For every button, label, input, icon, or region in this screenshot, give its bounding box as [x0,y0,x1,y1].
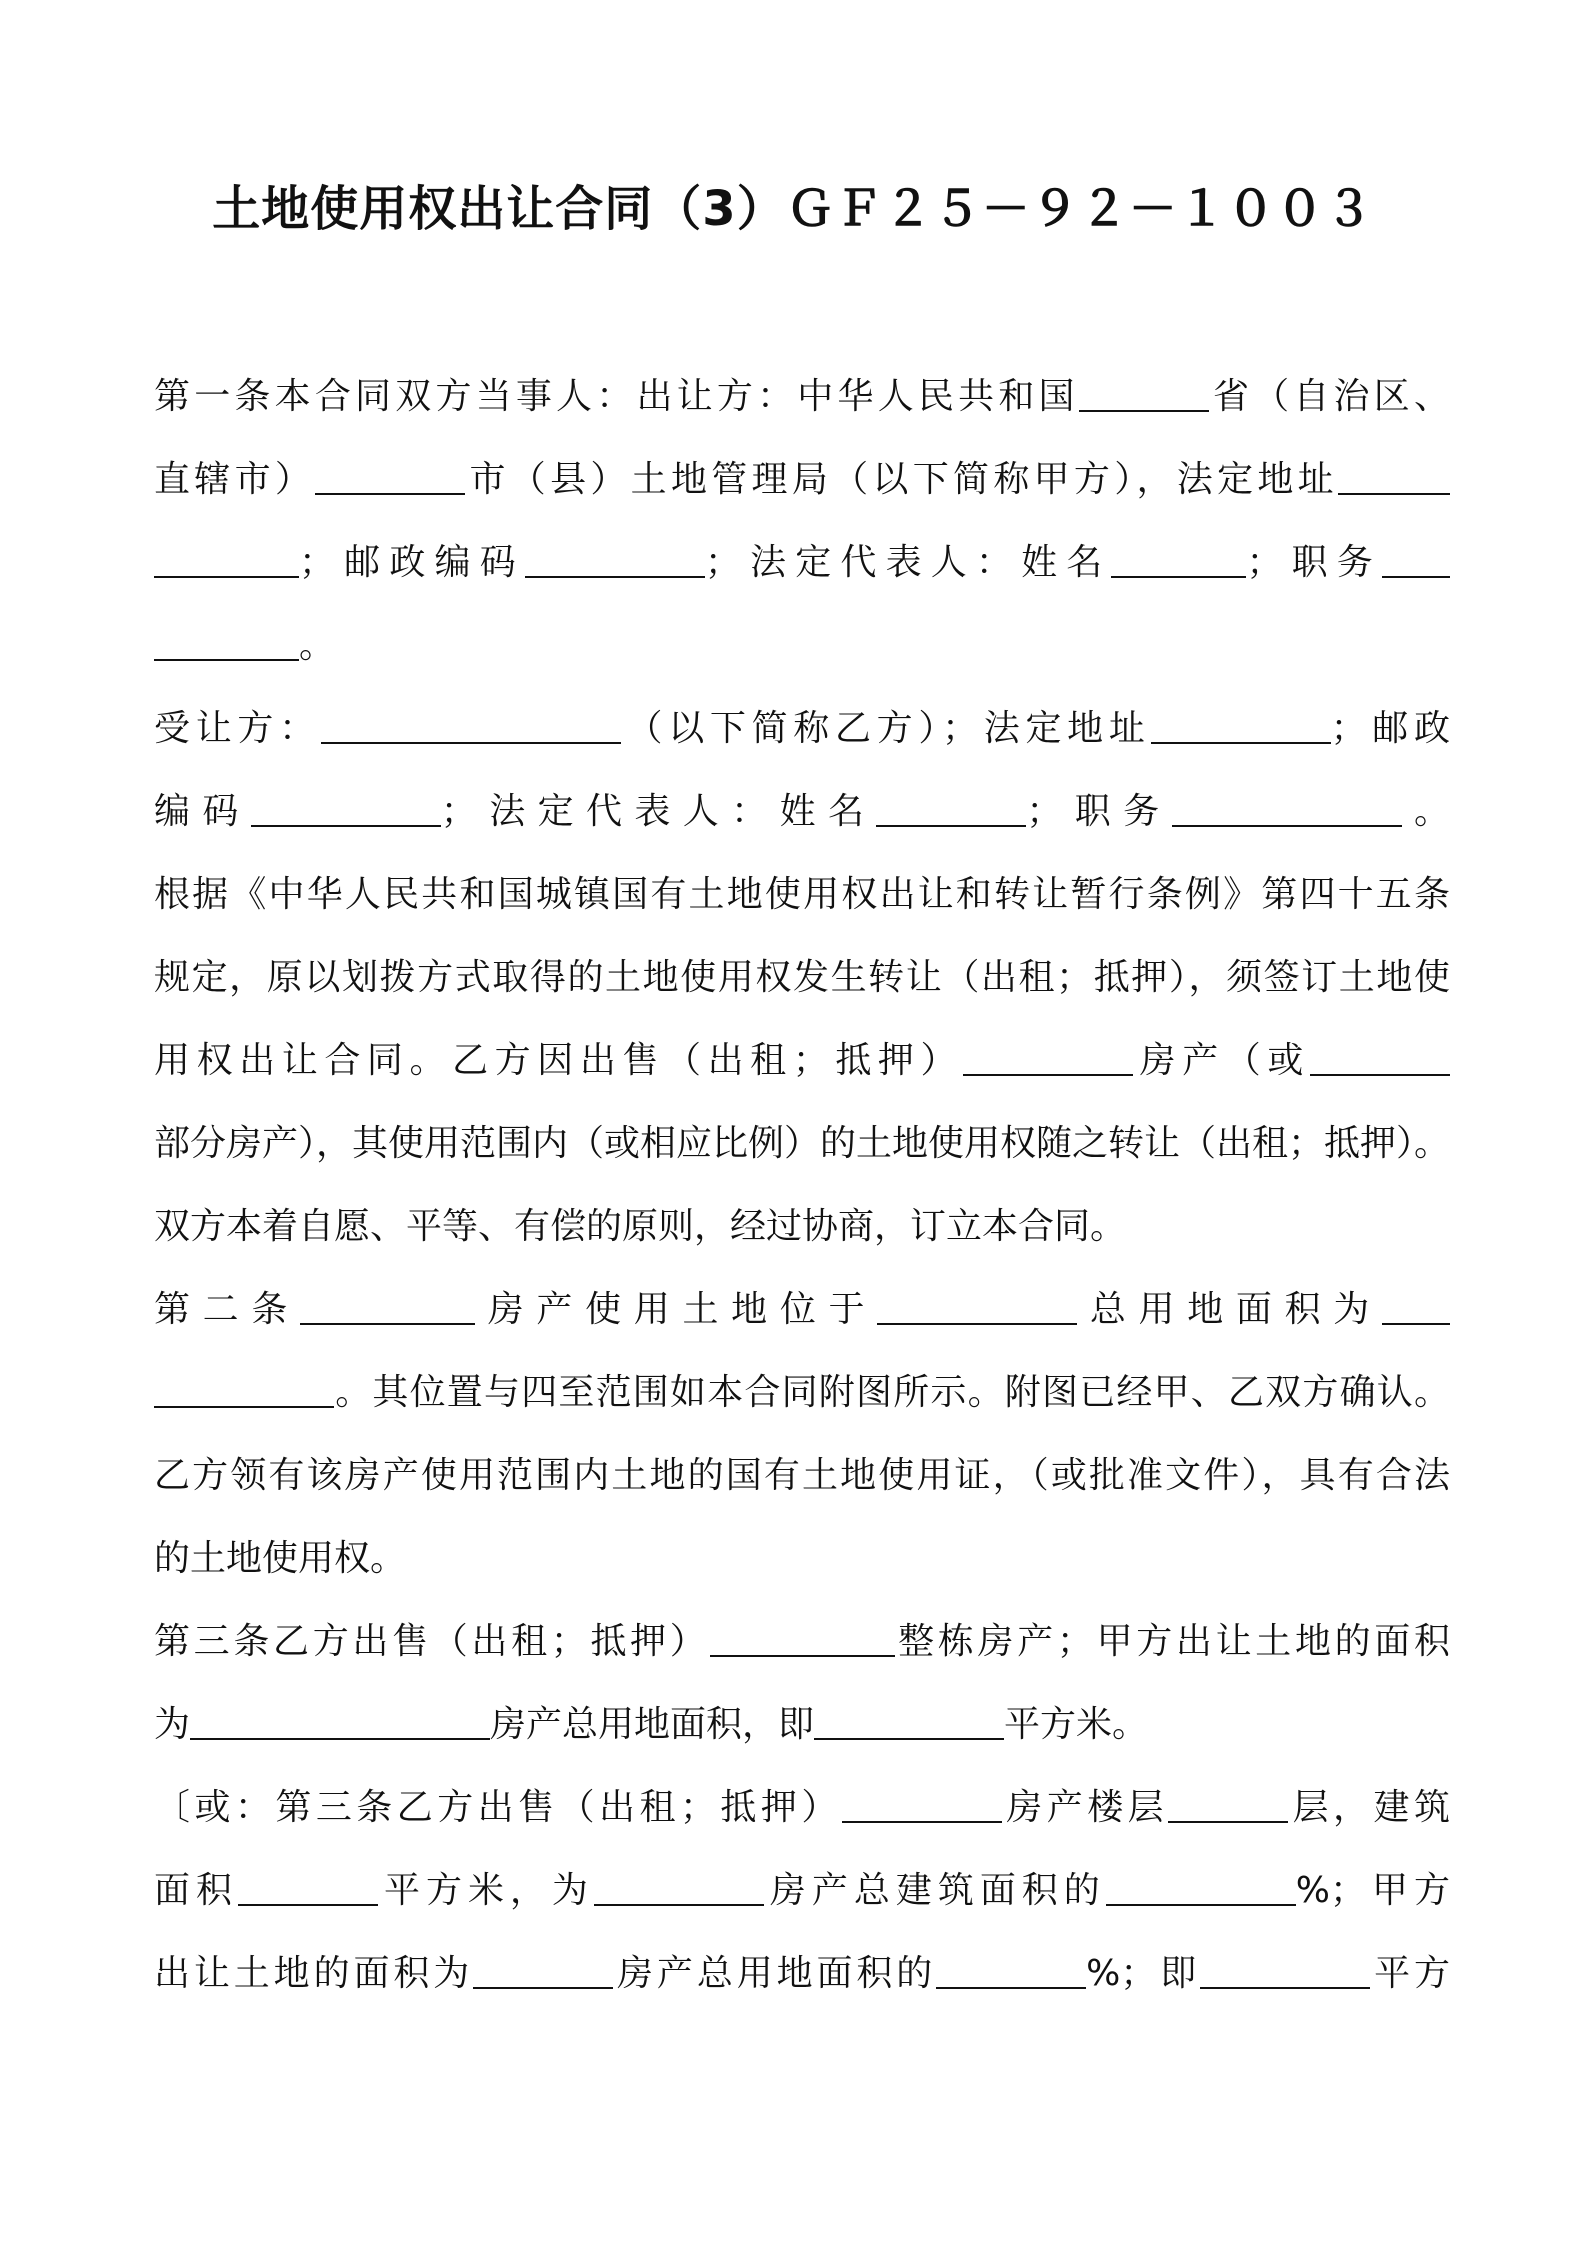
line-text: %；即 [1086,1953,1201,1994]
blank-field [315,453,465,495]
line-text: 第一条本合同双方当事人：出让方：中华人民共和国 [154,376,1079,417]
line-text: 规定，原以划拨方式取得的土地使用权发生转让（出租；抵押），须签订土地使 [154,957,1450,998]
contract-line-5 [154,699,1450,759]
line-text: 房产（或 [1133,1040,1310,1081]
line-text: 编码 [154,791,251,832]
line-text: 乙方领有该房产使用范围内土地的国有土地使用证，（或批准文件），具有合法 [154,1455,1450,1496]
contract-line-20 [154,1944,1450,2004]
blank-field [1382,536,1450,578]
line-text: 平方米，为 [377,1870,594,1911]
line-text: 出让土地的面积为 [154,1953,474,1994]
line-text: 房产总用地面积，即 [490,1704,815,1745]
contract-line-6 [154,782,1450,842]
blank-field [877,1283,1077,1325]
blank-field [594,1864,764,1906]
contract-line-1 [154,367,1450,427]
line-text: 第二条 [154,1289,301,1330]
line-text: 平方 [1370,1953,1450,1994]
line-text: 房产楼层 [1001,1787,1169,1828]
contract-line-16 [154,1612,1450,1672]
blank-field [154,536,299,578]
line-text: ；法定代表人：姓名 [440,791,877,832]
line-text: 部分房产），其使用范围内（或相应比例）的土地使用权随之转让（出租；抵押）。 [154,1123,1451,1164]
line-text: 。 [299,625,336,666]
line-text: 的土地使用权。 [154,1538,407,1579]
contract-line-7 [154,865,1450,925]
line-text: ；职务 [1026,791,1172,832]
line-text: 为 [154,1704,191,1745]
contract-line-10 [154,1114,1450,1174]
blank-field [876,785,1026,827]
contract-line-13 [154,1363,1450,1423]
contract-line-14 [154,1446,1450,1506]
blank-field [251,785,441,827]
contract-line-15 [154,1529,1450,1589]
contract-line-19 [154,1861,1450,1921]
blank-field [814,1698,1004,1740]
line-text: 房产总用地面积的 [613,1953,937,1994]
line-text: 房产使用土地位于 [475,1289,878,1330]
contract-line-2 [154,450,1450,510]
blank-field [1151,702,1331,744]
blank-field [1172,785,1402,827]
document-title: 土地使用权出让合同（3）ＧＦ２５－９２－１００３ [212,181,1374,237]
line-text: ；邮政 [1330,708,1450,749]
line-text: ；邮政编码 [299,542,525,583]
line-text: ；职务 [1246,542,1382,583]
blank-field [1338,453,1450,495]
contract-line-9 [154,1031,1450,1091]
blank-field [1111,536,1246,578]
blank-field [1079,370,1209,412]
blank-field [1310,1034,1450,1076]
line-text: 层，建筑 [1288,1787,1450,1828]
line-text: 省（自治区、 [1208,376,1450,417]
line-text: 受让方： [154,708,321,749]
contract-line-3 [154,533,1450,593]
blank-field [1168,1781,1288,1823]
contract-line-4 [154,616,1450,676]
blank-field [154,619,299,661]
line-text: 平方米。 [1004,1704,1149,1745]
contract-line-8 [154,948,1450,1008]
blank-field [473,1947,613,1989]
contract-line-17 [154,1695,1450,1755]
blank-field [936,1947,1086,1989]
line-text: ；法定代表人：姓名 [704,542,1112,583]
line-text: %；甲方 [1295,1870,1450,1911]
line-text: （以下简称乙方）；法定地址 [620,708,1151,749]
blank-field [525,536,705,578]
blank-field [154,1366,334,1408]
blank-field [710,1615,895,1657]
blank-field [238,1864,378,1906]
line-text: 根据《中华人民共和国城镇国有土地使用权出让和转让暂行条例》第四十五条 [154,874,1450,915]
contract-line-18 [154,1778,1450,1838]
line-text: 面积 [154,1870,238,1911]
line-text: 〔或：第三条乙方出售（出租；抵押） [154,1787,842,1828]
line-text: 市（县）土地管理局（以下简称甲方），法定地址 [465,459,1338,500]
line-text: 双方本着自愿、平等、有偿的原则，经过协商，订立本合同。 [154,1206,1127,1247]
contract-line-11 [154,1197,1450,1257]
contract-line-12 [154,1280,1450,1340]
line-text: 房产总建筑面积的 [763,1870,1106,1911]
line-text: 整栋房产；甲方出让土地的面积 [894,1621,1450,1662]
blank-field [963,1034,1133,1076]
line-text: 第三条乙方出售（出租；抵押） [154,1621,710,1662]
blank-field [842,1781,1002,1823]
line-text: 。 [1401,791,1450,832]
blank-field [190,1698,490,1740]
blank-field [321,702,621,744]
line-text: 总用地面积为 [1077,1289,1382,1330]
line-text: 用权出让合同。乙方因出售（出租；抵押） [154,1040,964,1081]
blank-field [300,1283,475,1325]
blank-field [1106,1864,1296,1906]
blank-field [1382,1283,1450,1325]
blank-field [1200,1947,1370,1989]
line-text: 直辖市） [154,459,316,500]
line-text: 。其位置与四至范围如本合同附图所示。附图已经甲、乙双方确认。 [334,1372,1450,1413]
